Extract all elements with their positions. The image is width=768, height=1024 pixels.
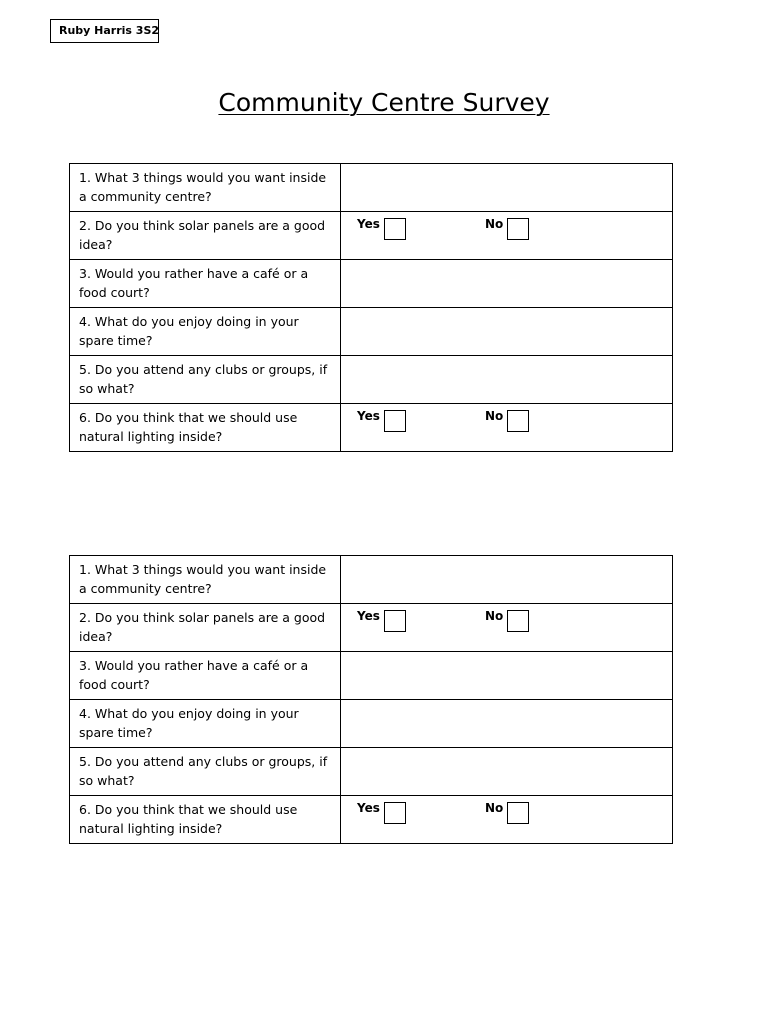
question-cell xyxy=(70,404,341,452)
survey-table-1 xyxy=(69,163,673,452)
yes-no-answer xyxy=(341,404,673,452)
yes-label: Yes xyxy=(357,609,380,623)
yes-checkbox[interactable] xyxy=(384,610,406,632)
question-cell xyxy=(70,604,341,652)
survey-row xyxy=(70,652,673,700)
question-cell xyxy=(70,700,341,748)
answer-field[interactable] xyxy=(341,556,673,604)
no-label: No xyxy=(485,409,504,423)
survey-row xyxy=(70,164,673,212)
yes-label: Yes xyxy=(357,409,380,423)
question-cell xyxy=(70,260,341,308)
question-text: 6. Do you think that we should use natural lighting inside? xyxy=(79,802,298,836)
survey-table-2 xyxy=(69,555,673,844)
yes-no-answer xyxy=(341,604,673,652)
question-cell xyxy=(70,308,341,356)
survey-row xyxy=(70,604,673,652)
no-checkbox[interactable] xyxy=(507,410,529,432)
survey-row xyxy=(70,748,673,796)
no-label: No xyxy=(485,801,504,815)
answer-field[interactable] xyxy=(341,748,673,796)
answer-field[interactable] xyxy=(341,164,673,212)
question-cell xyxy=(70,164,341,212)
answer-field[interactable] xyxy=(341,260,673,308)
question-text: 5. Do you attend any clubs or groups, if so what? xyxy=(79,362,328,396)
question-text: 1. What 3 things would you want inside a community centre? xyxy=(79,562,327,596)
question-cell xyxy=(70,356,341,404)
question-cell xyxy=(70,556,341,604)
no-label: No xyxy=(485,609,504,623)
yes-checkbox[interactable] xyxy=(384,410,406,432)
question-text: 1. What 3 things would you want inside a community centre? xyxy=(79,170,327,204)
answer-field[interactable] xyxy=(341,700,673,748)
student-name-label: Ruby Harris 3S2 xyxy=(50,19,159,43)
survey-row xyxy=(70,404,673,452)
question-text: 2. Do you think solar panels are a good idea? xyxy=(79,610,326,644)
yes-checkbox[interactable] xyxy=(384,802,406,824)
question-text: 2. Do you think solar panels are a good idea? xyxy=(79,218,326,252)
survey-row xyxy=(70,308,673,356)
question-cell xyxy=(70,748,341,796)
yes-label: Yes xyxy=(357,217,380,231)
question-text: 4. What do you enjoy doing in your spare time? xyxy=(79,314,299,348)
question-cell xyxy=(70,212,341,260)
survey-row xyxy=(70,556,673,604)
no-label: No xyxy=(485,217,504,231)
yes-no-answer xyxy=(341,212,673,260)
yes-label: Yes xyxy=(357,801,380,815)
page-title: Community Centre Survey xyxy=(218,88,550,117)
no-checkbox[interactable] xyxy=(507,610,529,632)
question-text: 5. Do you attend any clubs or groups, if so what? xyxy=(79,754,328,788)
survey-row xyxy=(70,796,673,844)
no-checkbox[interactable] xyxy=(507,802,529,824)
answer-field[interactable] xyxy=(341,308,673,356)
answer-field[interactable] xyxy=(341,356,673,404)
survey-row xyxy=(70,356,673,404)
yes-checkbox[interactable] xyxy=(384,218,406,240)
question-cell xyxy=(70,652,341,700)
no-checkbox[interactable] xyxy=(507,218,529,240)
question-cell xyxy=(70,796,341,844)
yes-no-answer xyxy=(341,796,673,844)
survey-row xyxy=(70,260,673,308)
question-text: 4. What do you enjoy doing in your spare time? xyxy=(79,706,299,740)
question-text: 6. Do you think that we should use natural lighting inside? xyxy=(79,410,298,444)
survey-row xyxy=(70,212,673,260)
answer-field[interactable] xyxy=(341,652,673,700)
survey-row xyxy=(70,700,673,748)
question-text: 3. Would you rather have a café or a food court? xyxy=(79,658,309,692)
question-text: 3. Would you rather have a café or a food court? xyxy=(79,266,309,300)
